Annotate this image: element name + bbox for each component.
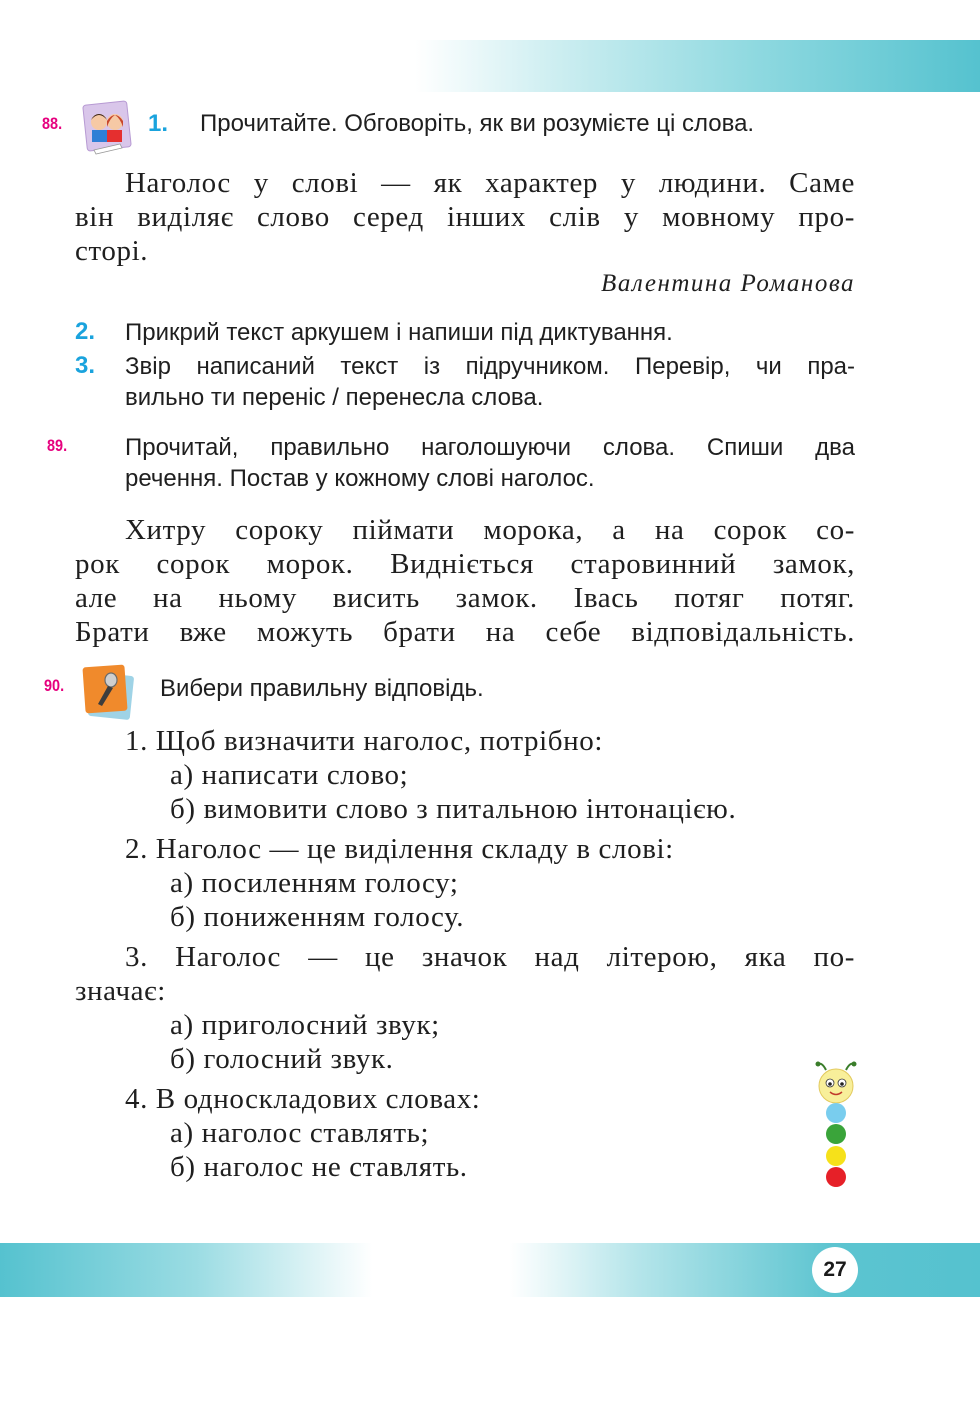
question-4-option-b: б) наголос не ставлять.: [170, 1151, 468, 1183]
step-1-text: Прочитайте. Обговоріть, як ви розумієте ці слова.: [200, 110, 755, 137]
question-4: 4. В односкладових словах:: [125, 1083, 481, 1115]
exercise-number-89: 89.: [47, 436, 68, 455]
ex89-text-line-2: рок сорок морок. Видніється старовинний замок,: [75, 548, 855, 580]
step-3-line-1: Звір написаний текст із підручником. Перевір, чи пра-: [125, 353, 855, 380]
ex89-text-line-1: Хитру сороку піймати морока, а на сорок со-: [125, 514, 855, 546]
question-1-option-a: а) написати слово;: [170, 759, 409, 791]
question-4-option-a: а) наголос ставлять;: [170, 1117, 430, 1149]
ex89-text-line-3: але на ньому висить замок. Івась потяг потяг.: [75, 582, 855, 614]
microphone-icon: [80, 662, 130, 712]
question-2: 2. Наголос — це виділення складу в слові:: [125, 833, 674, 865]
question-2-option-a: а) посиленням голосу;: [170, 867, 459, 899]
quote-line-3: сторі.: [75, 235, 149, 267]
ex89-text-line-4: Брати вже можуть брати на себе відповідальність.: [75, 616, 855, 648]
quote-line-1: Наголос у слові — як характер у людини. Саме: [125, 167, 855, 199]
step-1-number: 1.: [148, 110, 169, 137]
step-3-line-2: вильно ти переніс / перенесла слова.: [125, 384, 544, 411]
exercise-number-90: 90.: [44, 676, 65, 695]
ex89-task-line-1: Прочитай, правильно наголошуючи слова. Спиши два: [125, 434, 855, 461]
exercise-number-88: 88.: [42, 114, 63, 133]
ex90-task: Вибери правильну відповідь.: [160, 675, 484, 702]
ex89-task-line-2: речення. Постав у кожному слові наголос.: [125, 465, 595, 492]
question-1: 1. Щоб визначити наголос, потрібно:: [125, 725, 604, 757]
caterpillar-icon: [808, 1060, 864, 1190]
step-2-number: 2.: [75, 318, 96, 345]
question-1-option-b: б) вимовити слово з питальною інтонацією.: [170, 793, 737, 825]
page-number: 27: [812, 1247, 858, 1293]
step-2-text: Прикрий текст аркушем і напиши під диктування.: [125, 319, 673, 346]
question-3-option-a: а) приголосний звук;: [170, 1009, 440, 1041]
question-3-option-b: б) голосний звук.: [170, 1043, 394, 1075]
quote-line-2: він виділяє слово серед інших слів у мовному про-: [75, 201, 855, 233]
question-3-line-1: 3. Наголос — це значок над літерою, яка по-: [125, 941, 855, 973]
step-3-number: 3.: [75, 352, 96, 379]
question-2-option-b: б) пониженням голосу.: [170, 901, 465, 933]
header-band: [415, 40, 980, 92]
kids-reading-icon: [80, 100, 130, 150]
quote-author: Валентина Романова: [601, 270, 855, 297]
question-3-line-2: значає:: [75, 975, 166, 1007]
